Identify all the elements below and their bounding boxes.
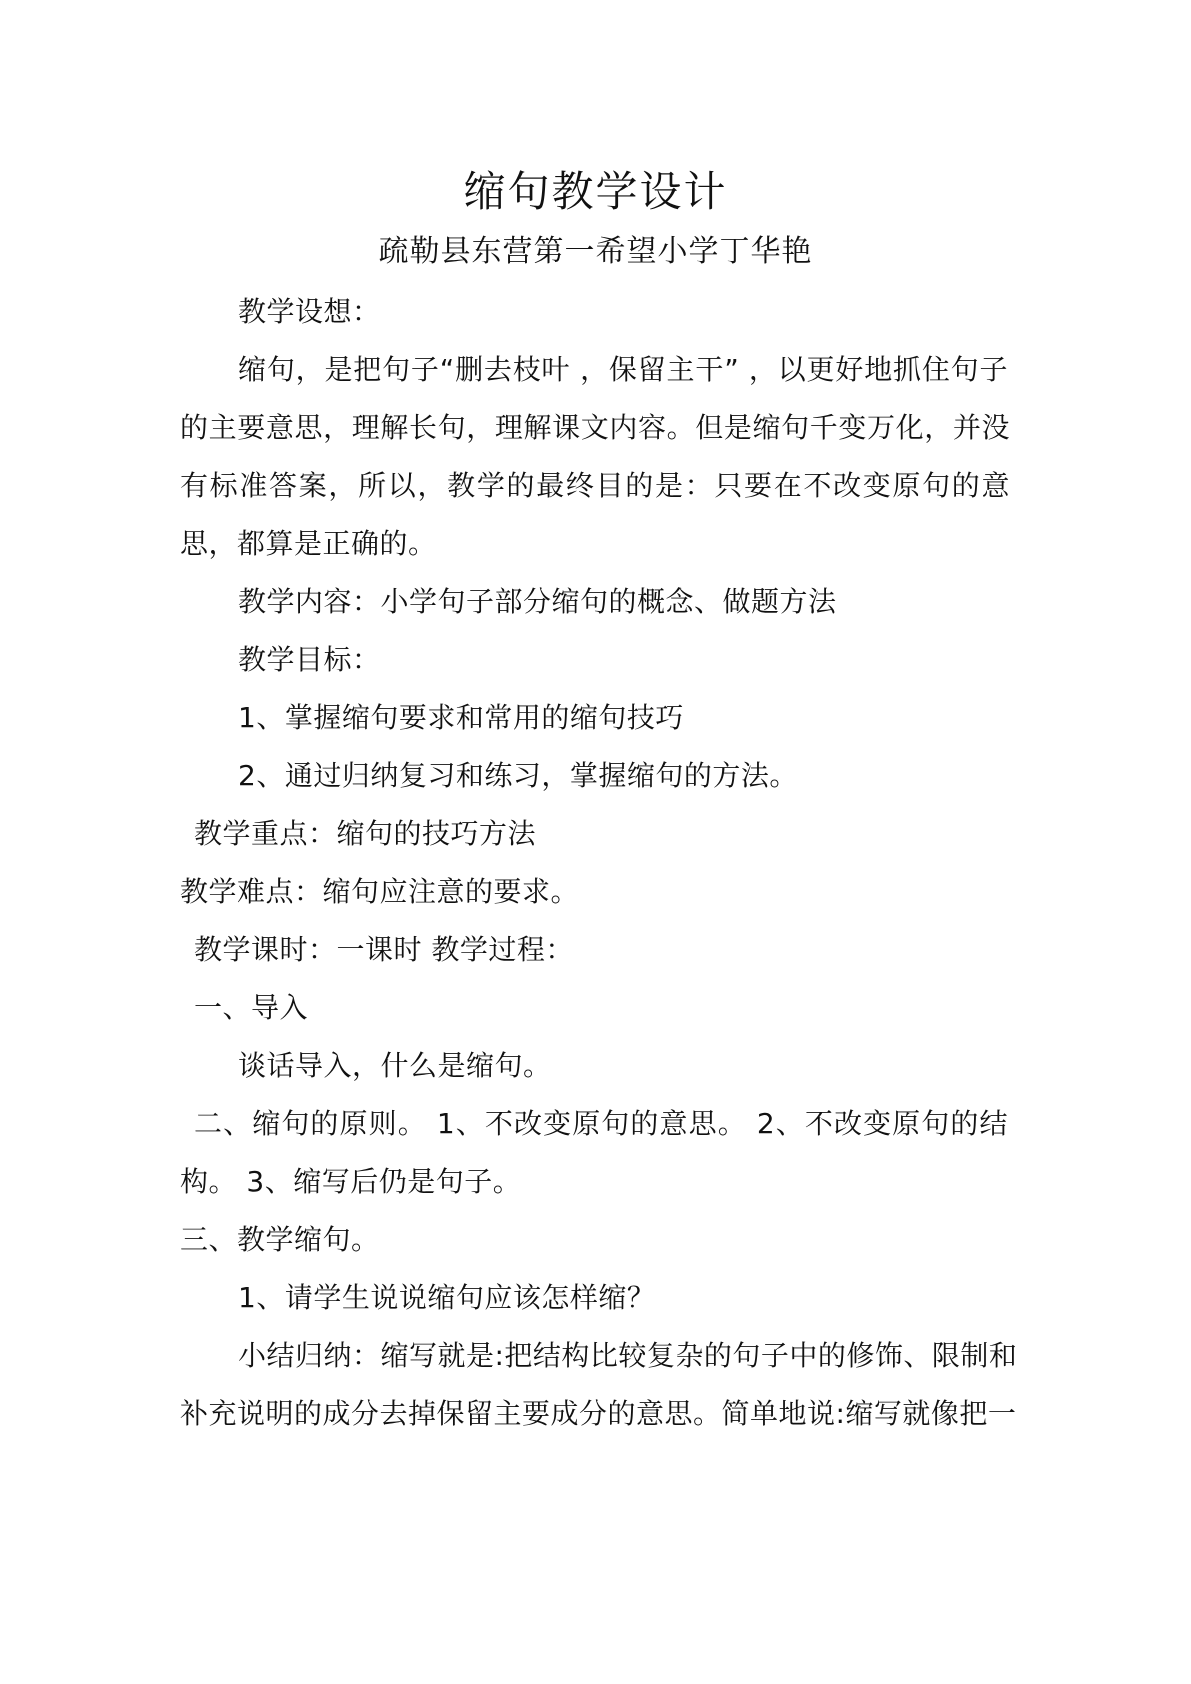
text-line: 补充说明的成分去掉保留主要成分的意思。简单地说:缩写就像把一	[180, 1397, 1017, 1430]
text-line: 1、请学生说说缩句应该怎样缩？	[238, 1281, 656, 1314]
text-line: 教学重点：缩句的技巧方法	[194, 817, 537, 850]
text-line: 一、导入	[194, 991, 309, 1024]
text-line: 谈话导入，什么是缩句。	[238, 1049, 552, 1082]
text-line: 二、缩句的原则。 1、不改变原句的意思。 2、不改变原句的结	[194, 1107, 1008, 1140]
text-line: 思，都算是正确的。	[180, 527, 437, 560]
text-line: 1、掌握缩句要求和常用的缩句技巧	[238, 701, 684, 734]
text-line: 缩句，是把句子“删去枝叶 ，保留主干” ，以更好地抓住句子	[238, 353, 1008, 386]
text-line: 教学设想：	[238, 295, 381, 328]
author-line: 疏勒县东营第一希望小学丁华艳	[378, 234, 813, 269]
text-line: 教学目标：	[238, 643, 381, 676]
text-line: 教学难点：缩句应注意的要求。	[180, 875, 580, 908]
text-line: 构。 3、缩写后仍是句子。	[180, 1165, 522, 1198]
text-line: 教学课时：一课时 教学过程：	[194, 933, 574, 966]
text-line: 2、通过归纳复习和练习，掌握缩句的方法。	[238, 759, 798, 792]
text-line: 的主要意思，理解长句，理解课文内容。但是缩句千变万化，并没	[180, 411, 1010, 444]
text-line: 教学内容：小学句子部分缩句的概念、做题方法	[238, 585, 837, 618]
document-title: 缩句教学设计	[463, 167, 728, 216]
text-line: 三、教学缩句。	[180, 1223, 380, 1256]
text-line: 有标准答案，所以，教学的最终目的是：只要在不改变原句的意	[180, 469, 1010, 502]
text-line: 小结归纳：缩写就是:把结构比较复杂的句子中的修饰、限制和	[238, 1339, 1018, 1372]
